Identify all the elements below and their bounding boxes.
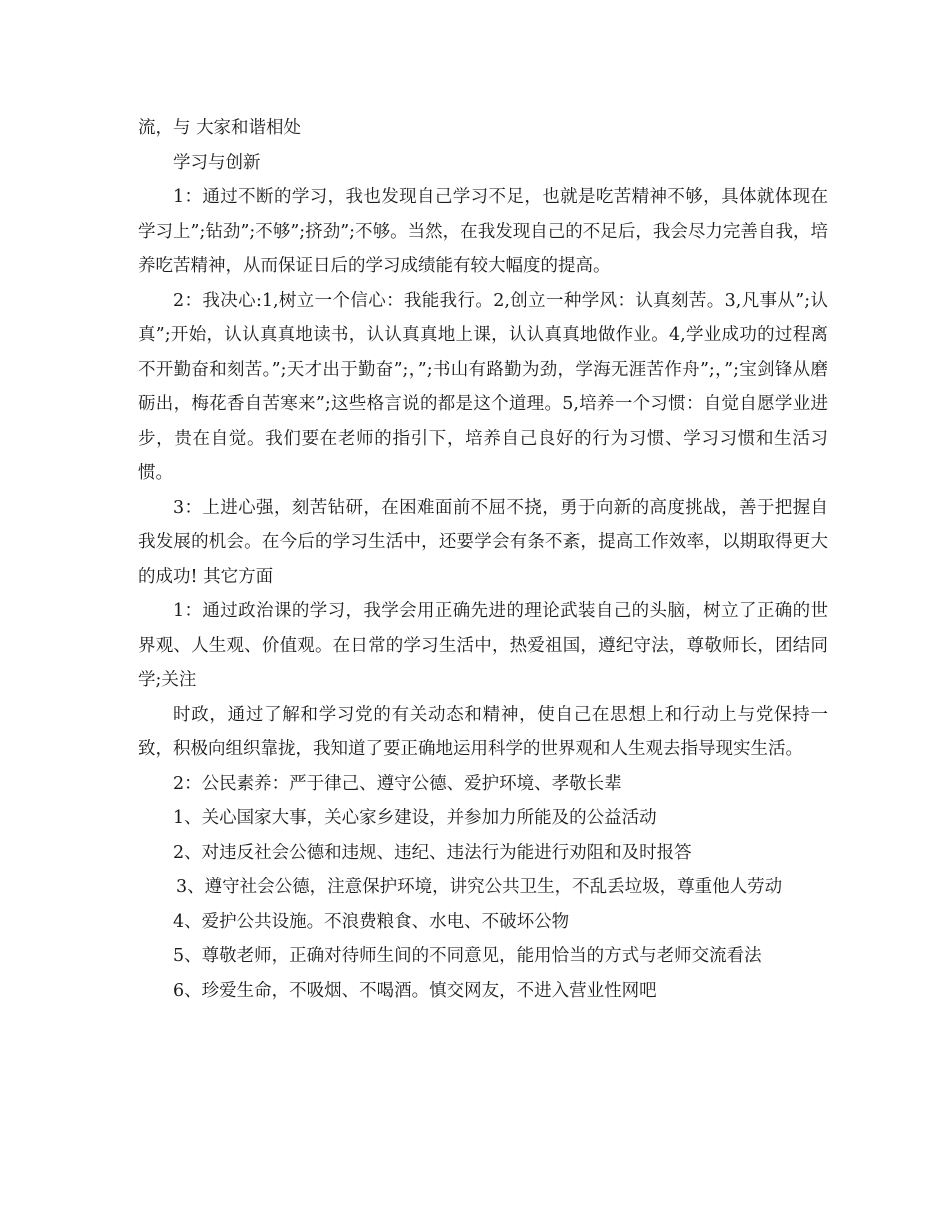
paragraph-study-2: 2：我决心:1,树立一个信心：我能我行。2,创立一种学风：认真刻苦。3,凡事从”;认真”;开始，认认真真地读书，认认真真地上课，认认真真地做作业。4,学业成功的过程离不开勤奋和刻苦。”;天才出于勤奋”;，”;书山有路勤为劲，学海无涯苦作舟”;，”;宝剑锋从磨砺出，梅花香自苦寒来”;这些格言说的都是这个道理。5,培养一个习惯：自觉自愿学业进步，贵在自觉。我们要在老师的指引下，培养自己良好的行为习惯、学习习惯和生活习惯。 (138, 290, 828, 483)
list-item-1: 1、关心国家大事，关心家乡建设，并参加力所能及的公益活动 (173, 808, 657, 828)
paragraph-current-affairs: 时政，通过了解和学习党的有关动态和精神，使自己在思想上和行动上与党保持一致，积极向组织靠拢，我知道了要正确地运用科学的世界观和人生观去指导现实生活。 (138, 704, 828, 759)
list-item-5: 5、尊敬老师，正确对待师生间的不同意见，能用恰当的方式与老师交流看法 (173, 946, 762, 966)
list-item-2: 2、对违反社会公德和违规、违纪、违法行为能进行劝阻和及时报答 (173, 842, 692, 863)
document-body (138, 111, 828, 1008)
paragraph-study-3: 3：上进心强，刻苦钻研，在困难面前不屈不挠，勇于向新的高度挑战，善于把握自我发展的机会。在今后的学习生活中，还要学会有条不紊，提高工作效率，以期取得更大的成功! 其它方面 (138, 497, 828, 587)
paragraph-continuation: 流，与 大家和谐相处 (138, 118, 302, 138)
list-item-3: 3、遵守社会公德，注意保护环境，讲究公共卫生，不乱丢垃圾，尊重他人劳动 (176, 877, 783, 897)
list-item-4: 4、爱护公共设施。不浪费粮食、水电、不破坏公物 (173, 911, 570, 932)
section-heading-study-innovation: 学习与创新 (173, 152, 261, 173)
list-item-6: 6、珍爱生命，不吸烟、不喝酒。慎交网友，不进入营业性网吧 (173, 980, 657, 1001)
paragraph-civic-literacy: 2：公民素养：严于律己、遵守公德、爱护环境、孝敬长辈 (173, 773, 622, 794)
paragraph-study-1: 1：通过不断的学习，我也发现自己学习不足，也就是吃苦精神不够，具体就体现在学习上”;钻劲”;不够”;挤劲”;不够。当然，在我发现自己的不足后，我会尽力完善自我，培养吃苦精神，从而保证日后的学习成绩能有较大幅度的提高。 (138, 187, 828, 276)
paragraph-other-1: 1：通过政治课的学习，我学会用正确先进的理论武装自己的头脑，树立了正确的世界观、人生观、价值观。在日常的学习生活中，热爱祖国，遵纪守法，尊敬师长，团结同学;关注 (138, 601, 828, 690)
